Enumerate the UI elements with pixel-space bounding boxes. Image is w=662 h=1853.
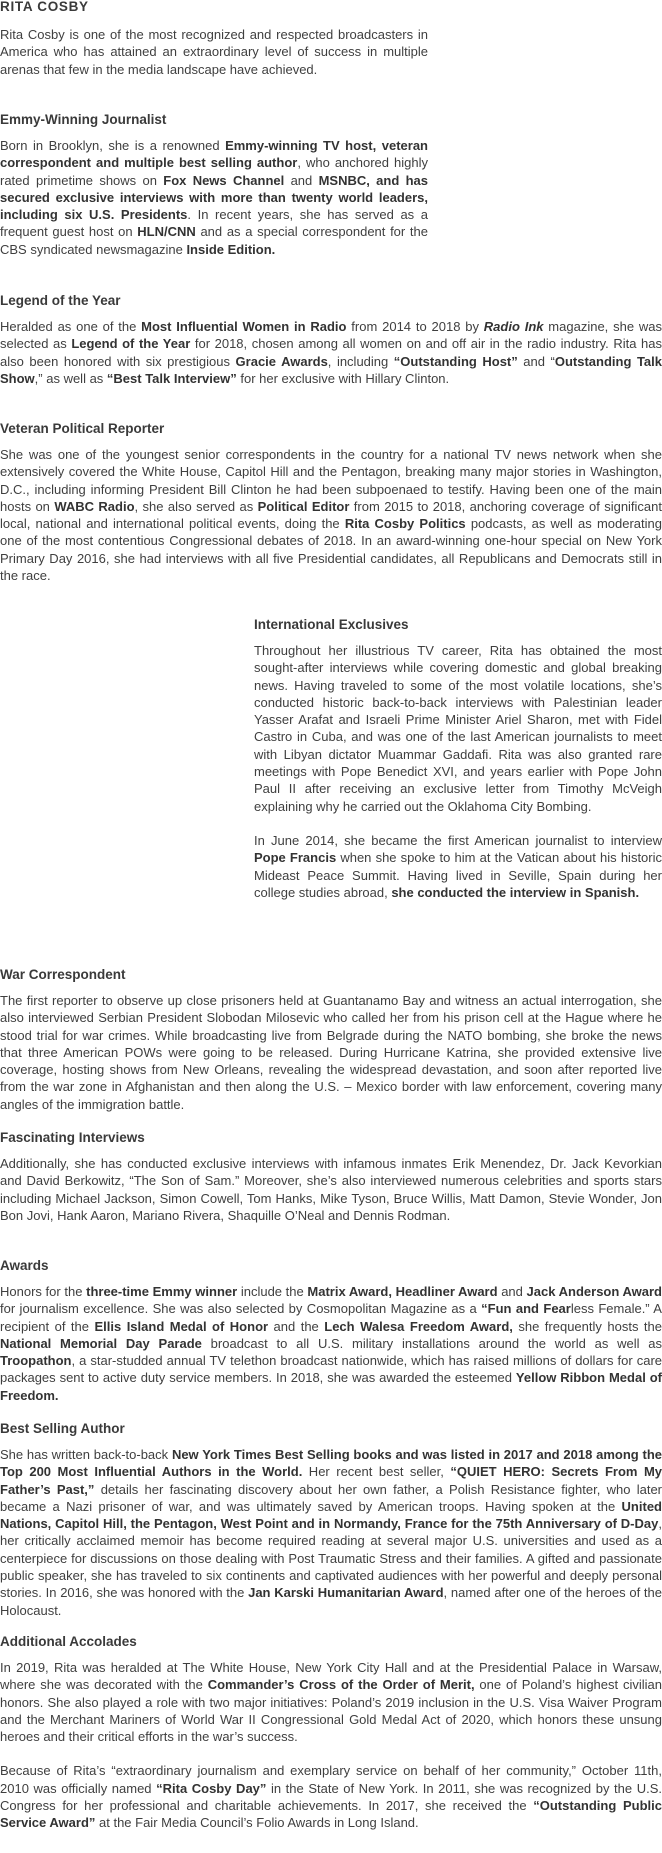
- intro-section: [0, 26, 428, 78]
- text-run: Because of Rita’s “extraordinary journalism and exemplary service on behalf of her community,” October 11th, 2010 was officially named: [0, 1763, 662, 1796]
- bold-text: “Best Talk Interview”: [106, 370, 237, 386]
- fascinating-section: [0, 1130, 662, 1224]
- emmy-paragraph: [0, 137, 428, 258]
- text-run: In 2019, Rita was heralded at The White House, New York City Hall and at the Presidential Palace in Warsaw, where she was decorated with the: [0, 1660, 662, 1693]
- text-run: , a star-studded annual TV telethon broadcast nationwide, which has raised millions of dollars for care packages sent to active duty service members. In 2018, she was awarded the esteemed: [0, 1353, 662, 1386]
- international-paragraph-2: [254, 832, 662, 901]
- political-heading: Veteran Political Reporter: [0, 421, 165, 436]
- text-run: from 2015 to 2018, anchoring coverage of significant local, national and international political events, doing the: [0, 498, 662, 532]
- bestselling-paragraph: [0, 1446, 662, 1619]
- text-run: she frequently hosts the: [512, 1318, 662, 1334]
- international-paragraph-1: [254, 642, 662, 815]
- page-title: RITA COSBY: [0, 0, 89, 14]
- bold-text: “Rita Cosby Day”: [156, 1780, 267, 1796]
- text-run: Heralded as one of the: [0, 319, 142, 334]
- text-run: and: [497, 1284, 527, 1299]
- text-run: and as a special correspondent for the CBS syndicated newsmagazine: [0, 224, 428, 257]
- text-run: in the State of New York. In 2011, she was recognized by the U.S. Congress for her professional and charitable achievements. In 2017, she received the: [0, 1780, 662, 1814]
- bold-text: HLN/CNN: [137, 224, 196, 240]
- bold-text: WABC Radio: [54, 498, 135, 514]
- legend-heading: Legend of the Year: [0, 293, 121, 308]
- text-run: , including: [327, 353, 394, 369]
- text-run: and “: [517, 353, 555, 369]
- bold-text: she conducted the interview in Spanish.: [391, 884, 640, 900]
- bold-text: Inside Edition.: [186, 241, 276, 257]
- fascinating-paragraph: [0, 1155, 662, 1224]
- bold-text: “Fun and Fear: [481, 1301, 571, 1317]
- bold-text: Lech Walesa Freedom Award,: [324, 1318, 513, 1334]
- text-run: for her exclusive with Hillary Clinton.: [236, 370, 450, 386]
- text-run: Honors for the: [0, 1284, 87, 1299]
- international-heading: International Exclusives: [254, 617, 409, 632]
- text-run: Rita Cosby is one of the most recognized and respected broadcasters in America who has attained an extraordinary level of success in multiple arenas that few in the media landscape have achieved.: [0, 27, 428, 77]
- text-run: at the Fair Media Council’s Folio Awards in Long Island.: [95, 1815, 419, 1831]
- text-run: In June 2014, she became the first American journalist to interview: [254, 832, 662, 848]
- bold-text: United Nations, Capitol Hill, the Pentagon, West Point and in Normandy, France for the 75th Anniversary of D-Day: [0, 1498, 662, 1532]
- text-run: podcasts, as well as moderating one of the most contentious Congressional debates of 2018. In an award-winning one-hour special on New York Primary Day 2016, she had interviews with all five Presidential candidates, all Republicans and Democrats still in the race.: [0, 516, 662, 584]
- text-run: , named after one of the heroes of the Holocaust.: [0, 1585, 662, 1618]
- war-paragraph: [0, 992, 662, 1113]
- bold-text: “Outstanding Public Service Award”: [0, 1798, 662, 1831]
- fascinating-heading: Fascinating Interviews: [0, 1130, 145, 1145]
- awards-heading: Awards: [0, 1258, 49, 1273]
- war-section: [0, 967, 662, 1113]
- text-run: She was one of the youngest senior correspondents in the country for a national TV news network when she extensively covered the White House, Capitol Hill and the Pentagon, breaking many major stories in Washington, D.C., including informing President Bill Clinton he had been subpoenaed to testify. Having been one of the main hosts on: [0, 447, 662, 514]
- accolades-paragraph-2: [0, 1762, 662, 1831]
- emmy-heading: Emmy-Winning Journalist: [0, 112, 167, 127]
- bold-text: Troopathon: [0, 1353, 72, 1369]
- awards-paragraph: [0, 1283, 662, 1404]
- bold-text: Ellis Island Medal of Honor: [94, 1318, 269, 1334]
- bold-text: “QUIET HERO: Secrets From My Father’s Past,”: [0, 1464, 662, 1497]
- text-run: when she spoke to him at the Vatican about his historic Mideast Peace Summit. Having lived in Seville, Spain during her college studies abroad,: [254, 850, 662, 900]
- bold-text: National Memorial Day Parade: [0, 1335, 202, 1351]
- text-run: Additionally, she has conducted exclusive interviews with infamous inmates Erik Menendez, Dr. Jack Kevorkian and David Berkowitz, “The Son of Sam.” Moreover, she’s also interviewed numerous celebrities and sports stars including Michael Jackson, Simon Cowell, Tom Hanks, Mike Tyson, Bruce Willis, Matt Damon, Stevie Wonder, Jon Bon Jovi, Hank Aaron, Mariano Rivera, Shaquille O’Neal and Dennis Rodman.: [0, 1156, 662, 1223]
- text-run: broadcast to all U.S. military installations around the world as well as: [201, 1335, 662, 1351]
- bold-text: Emmy-winning TV host, veteran correspondent and multiple best selling author: [0, 138, 428, 171]
- bold-text: Commander’s Cross of the Order of Merit,: [207, 1677, 475, 1693]
- bold-text: MSNBC, and has secured exclusive interviews with more than twenty world leaders, including six U.S. Presidents: [0, 172, 428, 223]
- text-run: The first reporter to observe up close prisoners held at Guantanamo Bay and witness an actual interrogation, she also interviewed Serbian President Slobodan Milosevic who called her from his prison cell at the Hague where he stood trial for war crimes. While broadcasting live from Belgrade during the NATO bombing, she broke the news that three American POWs were going to be released. During Hurricane Katrina, she provided extensive live coverage, hosting shows from New Orleans, revealing the widespread devastation, and soon after reported live from the war zone in Afghanistan and then along the U.S. – Mexico border with law enforcement, covering many angles of the immigration battle.: [0, 993, 662, 1112]
- bold-text: Radio Ink: [483, 319, 544, 334]
- bold-text: Most Influential Women in Radio: [141, 319, 347, 334]
- war-heading: War Correspondent: [0, 967, 126, 982]
- bold-text: Political Editor: [257, 498, 350, 514]
- text-run: magazine, she was selected as: [0, 319, 662, 352]
- text-run: ,” as well as: [34, 370, 107, 386]
- text-run: , her critically acclaimed memoir has become required reading at several major U.S. universities and used as a centerpiece for discussions on those dealing with Post Traumatic Stress and their families. A gifted and passionate public speaker, she has traveled to six continents and captivated audiences with her powerful and deeply personal stories. In 2016, she was honored with the: [0, 1516, 662, 1601]
- accolades-heading: Additional Accolades: [0, 1634, 137, 1649]
- bold-text: Jan Karski Humanitarian Award: [248, 1585, 444, 1601]
- text-run: She has written back-to-back: [0, 1447, 172, 1462]
- text-run: for journalism excellence. She was also selected by Cosmopolitan Magazine as a: [0, 1301, 482, 1317]
- bold-text: Yellow Ribbon Medal of Freedom.: [0, 1370, 662, 1403]
- text-run: less Female.” A recipient of the: [0, 1301, 662, 1334]
- emmy-section: [0, 112, 428, 258]
- text-run: , she also served as: [134, 498, 258, 514]
- text-run: , who anchored highly rated primetime shows on: [0, 155, 428, 188]
- text-run: from 2014 to 2018 by: [346, 319, 484, 334]
- international-section: [254, 617, 662, 901]
- bold-text: Rita Cosby Politics: [344, 516, 466, 532]
- text-run: Her recent best seller,: [302, 1464, 451, 1480]
- political-section: [0, 421, 662, 584]
- legend-paragraph: [0, 318, 662, 387]
- bold-text: Outstanding Talk Show: [0, 353, 662, 386]
- text-run: and: [284, 172, 319, 188]
- text-run: include the: [237, 1284, 308, 1299]
- accolades-paragraph-1: [0, 1659, 662, 1745]
- bold-text: New York Times Best Selling books and was listed in 2017 and 2018 among the Top 200 Most Influential Authors in the World.: [0, 1447, 662, 1480]
- accolades-section: [0, 1634, 662, 1832]
- text-run: Born in Brooklyn, she is a renowned: [0, 138, 226, 153]
- text-run: and the: [268, 1318, 325, 1334]
- awards-section: [0, 1258, 662, 1404]
- bold-text: “Outstanding Host”: [393, 353, 518, 369]
- bold-text: three-time Emmy winner: [86, 1284, 238, 1299]
- political-paragraph: [0, 446, 662, 584]
- bold-text: Gracie Awards: [235, 353, 328, 369]
- text-run: . In recent years, she has served as a frequent guest host on: [0, 207, 428, 240]
- legend-section: [0, 293, 662, 387]
- bold-text: Jack Anderson Award: [526, 1284, 662, 1299]
- bold-text: Legend of the Year: [71, 336, 191, 352]
- bold-text: Pope Francis: [254, 850, 337, 866]
- text-run: for 2018, chosen among all women on and off air in the radio industry. Rita has also been honored with six prestigious: [0, 336, 662, 369]
- bestselling-section: [0, 1421, 662, 1619]
- intro-paragraph: [0, 26, 428, 78]
- text-run: details her fascinating discovery about her own father, a Polish Resistance fighter, who later became a Nazi prisoner of war, and was ultimately saved by American troops. Having spoken at the: [0, 1481, 662, 1514]
- text-run: Throughout her illustrious TV career, Rita has obtained the most sought-after interviews while covering domestic and global breaking news. Having traveled to some of the most volatile locations, she’s conducted historic back-to-back interviews with Palestinian leader Yasser Arafat and Israeli Prime Minister Ariel Sharon, met with Fidel Castro in Cuba, and was one of the last American journalists to meet with Libyan dictator Muammar Gaddafi. Rita was also granted rare meetings with Pope Benedict XVI, and years earlier with Pope John Paul II after receiving an exclusive letter from Timothy McVeigh explaining why he carried out the Oklahoma City Bombing.: [254, 643, 662, 814]
- text-run: one of Poland’s highest civilian honors. She also played a role with two major initiatives: Poland’s 2019 inclusion in the U.S. Visa Waiver Program and the Merchant Mariners of World War II Congressional Gold Medal Act of 2020, which honors these unsung heroes and their critical efforts in the war’s success.: [0, 1677, 662, 1745]
- bold-text: Fox News Channel: [163, 172, 285, 188]
- bestselling-heading: Best Selling Author: [0, 1421, 125, 1436]
- bold-text: Matrix Award, Headliner Award: [307, 1284, 498, 1299]
